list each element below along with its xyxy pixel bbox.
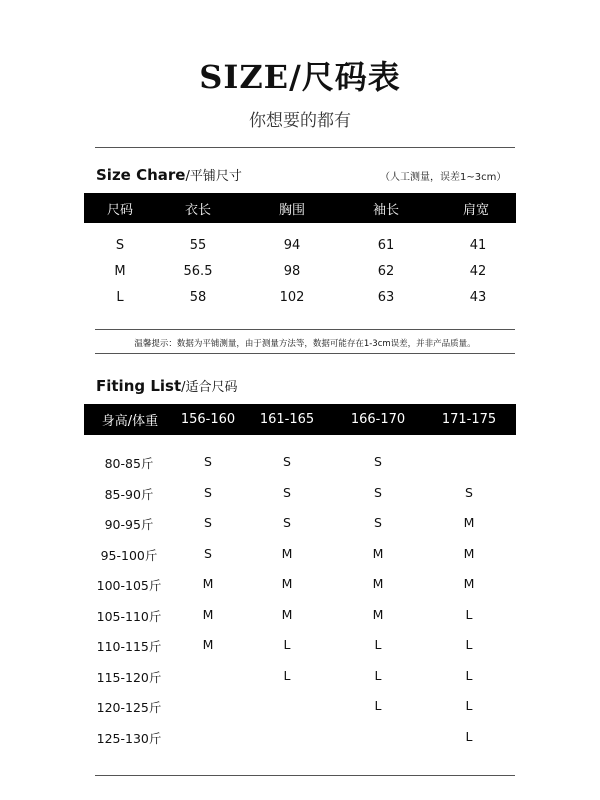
size-chart-title-en: Size Chare (96, 166, 186, 184)
fit-col-header: 171-175 (441, 412, 497, 427)
page-subtitle: 你想要的都有 (249, 111, 351, 131)
size-cell: 61 (377, 238, 395, 253)
fit-size-cell: S (374, 484, 382, 500)
fit-size-cell: L (374, 637, 382, 652)
fit-size-cell: M (281, 606, 293, 622)
size-col-header: 胸围 (278, 202, 305, 218)
fit-size-cell: M (202, 606, 214, 622)
size-cell: 102 (279, 290, 305, 305)
fit-size-cell: L (283, 637, 291, 652)
size-cell: 62 (377, 264, 395, 279)
fit-size-cell: S (374, 454, 382, 469)
size-cell: 55 (189, 238, 207, 253)
page-title: SIZE/尺码表 (199, 58, 401, 96)
size-footnote: 温馨提示：数据为平铺测量，由于测量方法等，数据可能存在1-3cm误差，并非产品质量。 (134, 339, 476, 349)
fit-col-header: 156-160 (180, 412, 236, 427)
fit-size-cell: M (281, 576, 293, 591)
weight-range-cell: 95-100斤 (100, 547, 158, 563)
fit-size-cell: S (374, 515, 382, 530)
size-col-header: 衣长 (184, 202, 211, 218)
divider-top (95, 147, 515, 148)
size-chart-title (96, 165, 242, 184)
fit-col-header: 身高/体重 (101, 414, 159, 429)
weight-range-cell: 120-125斤 (96, 700, 162, 715)
weight-range-cell: 85-90斤 (104, 486, 154, 502)
weight-range-cell: 110-115斤 (96, 639, 162, 654)
size-col-header: 袖长 (372, 202, 399, 218)
fit-size-cell: L (465, 637, 473, 652)
weight-range-cell: 100-105斤 (96, 578, 162, 593)
weight-range-cell: 80-85斤 (104, 456, 154, 471)
fit-size-cell: S (465, 484, 473, 500)
size-cell: 63 (377, 290, 395, 305)
fit-size-cell: M (281, 545, 293, 561)
size-cell: 56.5 (183, 264, 213, 279)
fit-size-cell: L (465, 698, 473, 713)
size-cell: L (116, 290, 124, 305)
fit-size-cell: M (372, 545, 384, 561)
size-chart-header (84, 193, 516, 223)
fit-size-cell: L (465, 728, 473, 744)
weight-range-cell: 115-120斤 (96, 669, 162, 685)
fit-size-cell: S (283, 484, 291, 500)
size-cell: 41 (469, 238, 487, 253)
fit-col-header: 161-165 (259, 412, 315, 427)
fit-size-cell: M (463, 545, 475, 561)
size-cell: S (115, 238, 125, 253)
fit-size-cell: M (372, 606, 384, 622)
fit-size-cell: S (204, 545, 212, 561)
fit-size-cell: S (283, 515, 291, 530)
size-cell: M (114, 264, 126, 279)
fitting-list-title-en: Fiting List (96, 377, 182, 395)
fit-size-cell: S (204, 515, 212, 530)
fit-size-cell: M (463, 515, 475, 530)
size-chart-title-cn: /平铺尺寸 (185, 169, 242, 184)
fit-size-cell: M (202, 637, 214, 652)
divider-footnote-top (95, 329, 515, 330)
divider-bottom (95, 775, 515, 776)
fitting-list-title (96, 376, 238, 395)
divider-footnote-bottom (95, 353, 515, 354)
size-cell: 42 (469, 264, 487, 279)
fit-size-cell: S (283, 454, 291, 469)
size-cell: 94 (283, 238, 301, 253)
fit-size-cell: M (463, 576, 475, 591)
fitting-list-title-cn: /适合尺码 (181, 380, 238, 395)
size-cell: 43 (469, 290, 487, 305)
weight-range-cell: 105-110斤 (96, 608, 162, 624)
size-col-header: 肩宽 (462, 202, 489, 218)
size-cell: 58 (189, 290, 207, 305)
fit-size-cell: M (372, 576, 384, 591)
fit-size-cell: L (465, 606, 473, 622)
weight-range-cell: 125-130斤 (96, 730, 162, 746)
fit-size-cell: L (465, 667, 473, 683)
fit-size-cell: S (204, 454, 212, 469)
fit-size-cell: L (374, 667, 382, 683)
weight-range-cell: 90-95斤 (104, 517, 154, 532)
fit-size-cell: M (202, 576, 214, 591)
fitting-list-header (84, 404, 516, 435)
size-col-header: 尺码 (106, 202, 133, 218)
measurement-note: （人工测量，误差1~3cm） (380, 172, 507, 183)
size-cell: 98 (283, 264, 301, 279)
fit-col-header: 166-170 (350, 412, 406, 427)
fit-size-cell: L (374, 698, 382, 713)
fit-size-cell: L (283, 667, 291, 683)
fit-size-cell: S (204, 484, 212, 500)
